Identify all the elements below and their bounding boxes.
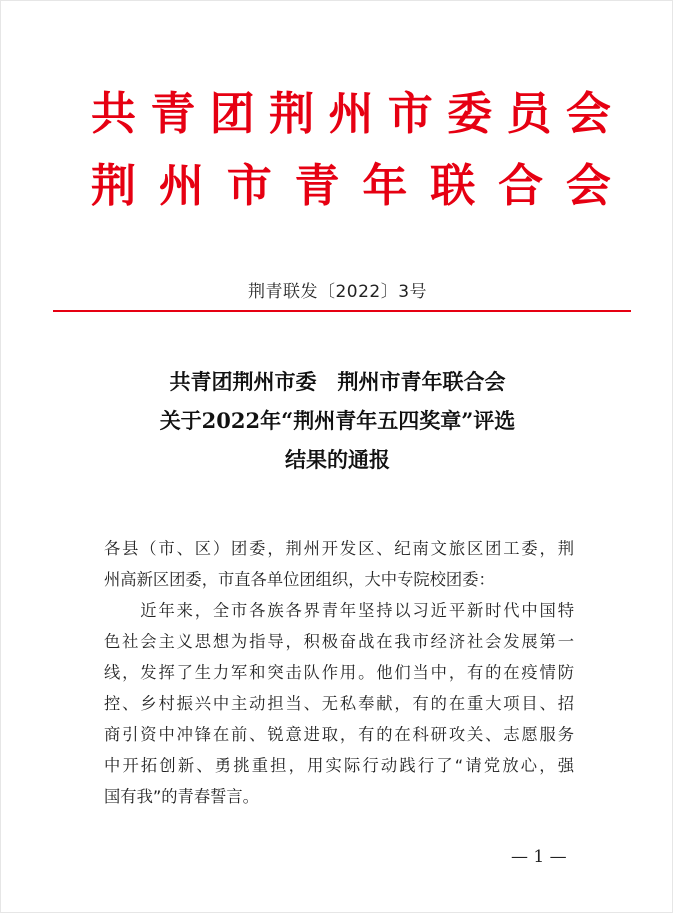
org-char: 市 (226, 159, 272, 212)
body-line: 线，发挥了生力军和突击队作用。他们当中，有的在疫情防 (104, 663, 574, 682)
salutation-line-1: 各县（市、区）团委，荆州开发区、纪南文旅区团工委，荆 (104, 539, 574, 558)
org-char: 州 (158, 159, 204, 212)
body-line: 控、乡村振兴中主动担当、无私奉献，有的在重大项目、招 (104, 694, 574, 713)
issuing-org-line-2 (91, 161, 611, 211)
salutation-line-2: 州高新区团委，市直各单位团组织，大中专院校团委： (104, 570, 495, 589)
header-red-rule (53, 310, 631, 312)
body-line: 中开拓创新、勇挑重担，用实际行动践行了“请党放心，强 (104, 756, 574, 775)
document-title-line-3: 结果的通报 (285, 447, 390, 472)
org-char: 员 (506, 87, 552, 140)
page-number: — 1 — (511, 847, 567, 867)
body-line: 近年来，全市各族各界青年坚持以习近平新时代中国特 (104, 601, 574, 620)
org-char: 州 (328, 87, 374, 140)
body-line: 色社会主义思想为指导，积极奋战在我市经济社会发展第一 (104, 632, 574, 651)
document-title-line-1: 共青团荆州市委 荆州市青年联合会 (169, 369, 506, 394)
org-char: 市 (387, 87, 433, 140)
issuing-org-line-1 (91, 89, 611, 139)
body-line: 商引资中冲锋在前、锐意进取，有的在科研攻关、志愿服务 (104, 725, 574, 744)
document-title-line-2: 关于2022年“荆州青年五四奖章”评选 (159, 408, 516, 433)
org-char: 年 (362, 159, 408, 212)
org-char: 会 (565, 87, 611, 140)
body-line: 国有我”的青春誓言。 (104, 787, 259, 806)
org-char: 合 (498, 159, 544, 212)
org-char: 共 (91, 87, 137, 140)
document-number: 荆青联发〔2022〕3号 (247, 282, 428, 302)
org-char: 联 (430, 159, 476, 212)
org-char: 青 (150, 87, 196, 140)
org-char: 委 (447, 87, 493, 140)
org-char: 团 (209, 87, 255, 140)
org-char: 荆 (91, 159, 137, 212)
org-char: 会 (565, 159, 611, 212)
org-char: 青 (294, 159, 340, 212)
org-char: 荆 (269, 87, 315, 140)
